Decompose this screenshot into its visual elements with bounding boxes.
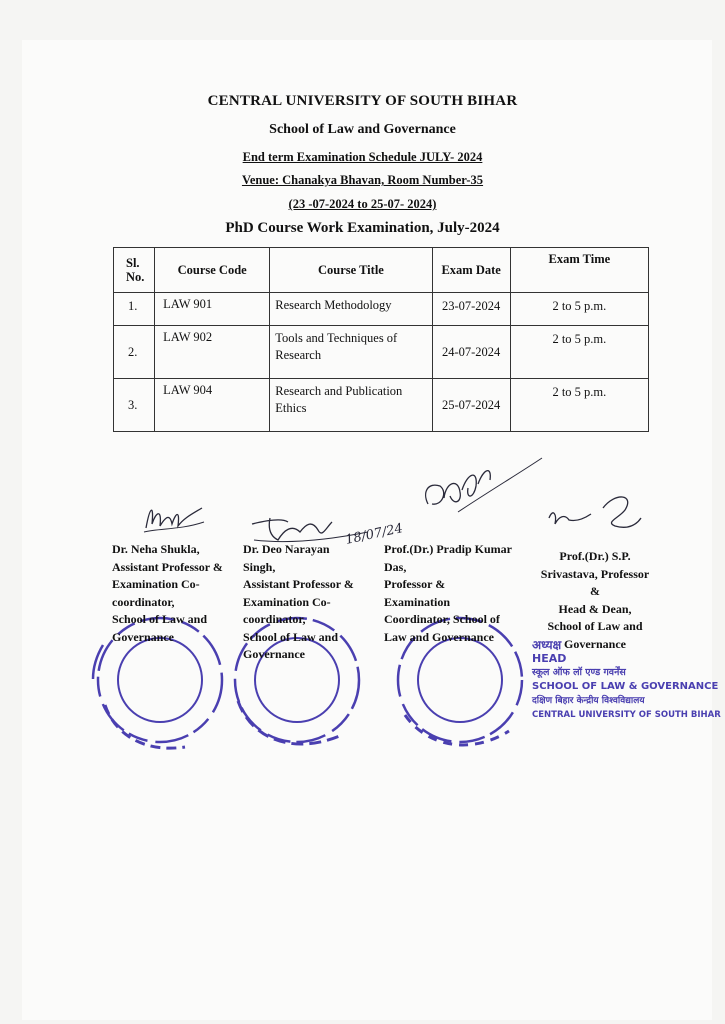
signatory-line: Assistant Professor & — [243, 577, 354, 591]
signatory-line: Professor & — [384, 577, 446, 591]
cell-course-title: Tools and Techniques of Research — [270, 326, 432, 379]
table-row — [114, 379, 649, 432]
cell-exam-date: 23-07-2024 — [432, 293, 510, 326]
head-stamp-hindi-school: स्कूल ऑफ लॉ एण्ड गवर्नेंस — [532, 667, 626, 678]
signatory-line: & — [590, 584, 600, 598]
col-header-course-code: Course Code — [155, 248, 270, 293]
schedule-title: End term Examination Schedule JULY- 2024 — [242, 150, 483, 164]
signatory-line: Governance — [564, 636, 626, 651]
signatory-line: Governance — [112, 629, 174, 644]
signatory-line: Coordinator, School of — [384, 612, 500, 626]
col-header-sl: Sl. No. — [114, 248, 155, 293]
signatory-2 — [243, 541, 373, 664]
signatory-line: Dr. Neha Shukla, — [112, 542, 200, 556]
cell-course-code: LAW 904 — [155, 379, 270, 432]
head-stamp-title: HEAD — [532, 652, 567, 665]
signatory-line: Singh, — [243, 559, 276, 574]
signatory-line: Das, — [384, 559, 407, 574]
signatory-line: Governance — [243, 647, 305, 661]
cell-exam-time: 2 to 5 p.m. — [510, 379, 648, 432]
table-header-row — [114, 248, 649, 293]
cell-exam-date: 24-07-2024 — [432, 326, 510, 379]
signature-date: 18/07/24 — [344, 521, 405, 548]
head-stamp-school: SCHOOL OF LAW & GOVERNANCE — [532, 681, 719, 692]
col-header-exam-date: Exam Date — [432, 248, 510, 293]
signatory-line: Examination Co- — [112, 577, 200, 591]
cell-sl: 2. — [114, 326, 155, 379]
signatory-3 — [384, 541, 519, 646]
signatory-line: Head & Dean, — [558, 601, 632, 616]
signatory-line: coordinator, — [243, 612, 306, 626]
schedule-table — [113, 247, 649, 432]
signature-das — [418, 452, 548, 522]
signatory-1 — [112, 541, 237, 646]
signatory-line: School of Law and — [112, 612, 208, 626]
school-title: School of Law and Governance — [269, 122, 456, 137]
signatory-line: Prof.(Dr.) Pradip Kumar — [384, 542, 512, 556]
cell-exam-date: 25-07-2024 — [432, 379, 510, 432]
venue-line: Venue: Chanakya Bhavan, Room Number-35 — [241, 173, 484, 187]
exam-title: PhD Course Work Examination, July-2024 — [225, 220, 500, 236]
signatory-line: Dr. Deo Narayan — [243, 542, 330, 556]
signatory-line: Assistant Professor & — [112, 559, 223, 574]
table-row — [114, 293, 649, 326]
signatory-line: Prof.(Dr.) S.P. — [559, 549, 631, 563]
head-stamp-hindi-title: अध्यक्ष — [532, 638, 562, 652]
signatory-line: coordinator, — [112, 594, 175, 609]
signature-shukla — [140, 498, 210, 538]
date-range: (23 -07-2024 to 25-07- 2024) — [288, 197, 437, 211]
cell-sl: 1. — [114, 293, 155, 326]
col-header-course-title: Course Title — [270, 248, 432, 293]
signature-srivastava — [545, 488, 645, 538]
signatory-line: Srivastava, Professor — [540, 566, 650, 581]
signatory-line: Examination Co- — [243, 594, 331, 609]
table-row — [114, 326, 649, 379]
col-header-exam-time: Exam Time — [510, 248, 648, 293]
head-stamp — [532, 638, 722, 722]
cell-sl: 3. — [114, 379, 155, 432]
head-stamp-hindi-university: दक्षिण बिहार केन्द्रीय विश्वविद्यालय — [532, 696, 645, 706]
head-stamp-university: CENTRAL UNIVERSITY OF SOUTH BIHAR — [532, 710, 721, 720]
signatory-line: School of Law and — [547, 619, 643, 633]
cell-course-code: LAW 902 — [155, 326, 270, 379]
university-title: CENTRAL UNIVERSITY OF SOUTH BIHAR — [207, 93, 518, 109]
signatory-line: Examination — [384, 594, 451, 609]
cell-course-title: Research and Publication Ethics — [270, 379, 432, 432]
cell-course-title: Research Methodology — [270, 293, 432, 326]
cell-course-code: LAW 901 — [155, 293, 270, 326]
signatory-line: Law and Governance — [384, 629, 495, 644]
cell-exam-time: 2 to 5 p.m. — [510, 293, 648, 326]
signatory-line: School of Law and — [243, 629, 339, 644]
cell-exam-time: 2 to 5 p.m. — [510, 326, 648, 379]
